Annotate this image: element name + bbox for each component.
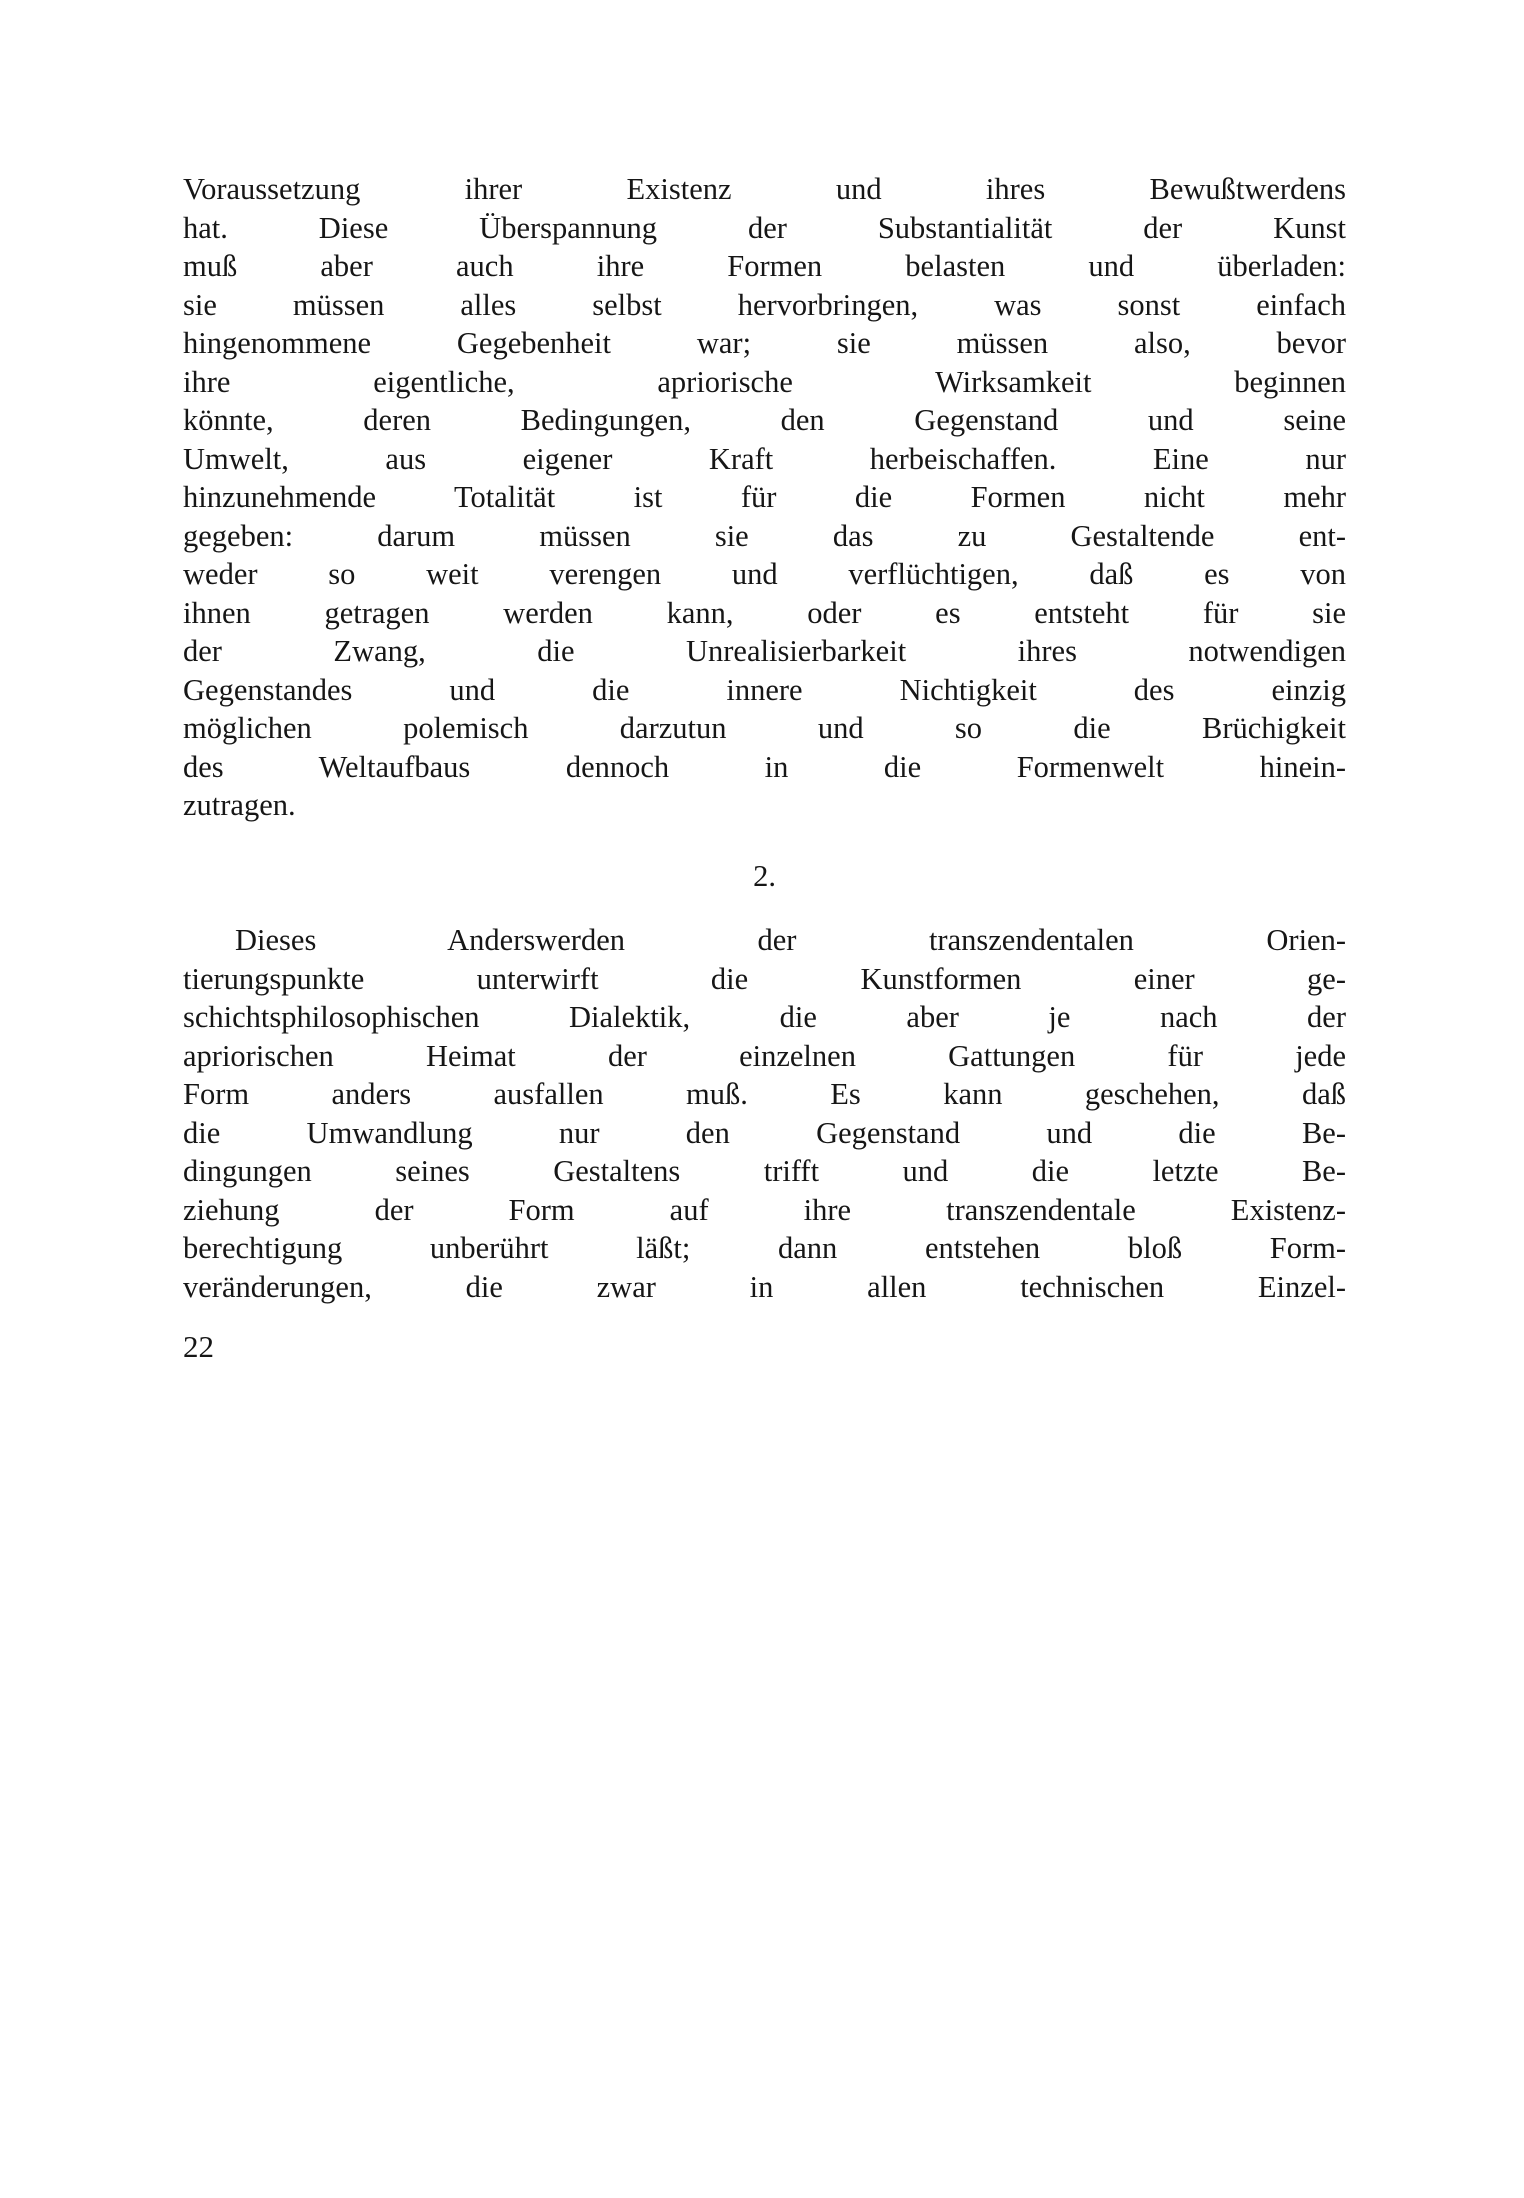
paragraph-2 <box>183 921 1346 1306</box>
text-line: muß aber auch ihre Formen belasten und überladen: <box>183 249 1346 283</box>
text-line: die Umwandlung nur den Gegenstand und die Be- <box>183 1115 1346 1150</box>
text-line: Form anders ausfallen muß. Es kann geschehen, daß <box>183 1077 1346 1111</box>
paragraph-1 <box>183 170 1346 825</box>
text-block <box>183 170 1346 1366</box>
text-line: ziehung der Form auf ihre transzendentale Existenz- <box>183 1192 1346 1227</box>
text-line: ihnen getragen werden kann, oder es entsteht für sie <box>183 595 1346 630</box>
text-line: tierungspunkte unterwirft die Kunstformen einer ge- <box>183 961 1346 996</box>
text-line: ihre eigentliche, apriorische Wirksamkeit beginnen <box>183 364 1346 399</box>
text-line: berechtigung unberührt läßt; dann entstehen bloß Form- <box>183 1231 1346 1265</box>
page-number: 22 <box>183 1329 214 1364</box>
text-line: sie müssen alles selbst hervorbringen, was sonst einfach <box>183 287 1346 322</box>
text-line: weder so weit verengen und verflüchtigen, daß es von <box>183 557 1346 591</box>
text-line: hingenommene Gegebenheit war; sie müssen also, bevor <box>183 326 1346 360</box>
text-line: zutragen. <box>183 788 296 822</box>
text-line: Dieses Anderswerden der transzendentalen Orien- <box>235 923 1346 957</box>
text-line: hinzunehmende Totalität ist für die Formen nicht mehr <box>183 480 1346 514</box>
text-line: veränderungen, die zwar in allen technischen Einzel- <box>183 1269 1346 1304</box>
text-line: schichtsphilosophischen Dialektik, die aber je nach der <box>183 1000 1346 1034</box>
text-line: der Zwang, die Unrealisierbarkeit ihres notwendigen <box>183 634 1346 668</box>
text-line: gegeben: darum müssen sie das zu Gestaltende ent- <box>183 518 1346 553</box>
text-line: Voraussetzung ihrer Existenz und ihres Bewußtwerdens <box>183 172 1346 206</box>
text-line: möglichen polemisch darzutun und so die Brüchigkeit <box>183 711 1346 745</box>
text-line: apriorischen Heimat der einzelnen Gattungen für jede <box>183 1038 1346 1073</box>
section-heading: 2. <box>753 858 776 893</box>
text-line: Gegenstandes und die innere Nichtigkeit des einzig <box>183 672 1346 707</box>
text-line: könnte, deren Bedingungen, den Gegenstand und seine <box>183 403 1346 437</box>
text-line: hat. Diese Überspannung der Substantialität der Kunst <box>183 210 1346 245</box>
text-line: dingungen seines Gestaltens trifft und die letzte Be- <box>183 1154 1346 1188</box>
text-line: Umwelt, aus eigener Kraft herbeischaffen. Eine nur <box>183 441 1346 476</box>
text-line: des Weltaufbaus dennoch in die Formenwelt hinein- <box>183 749 1346 784</box>
